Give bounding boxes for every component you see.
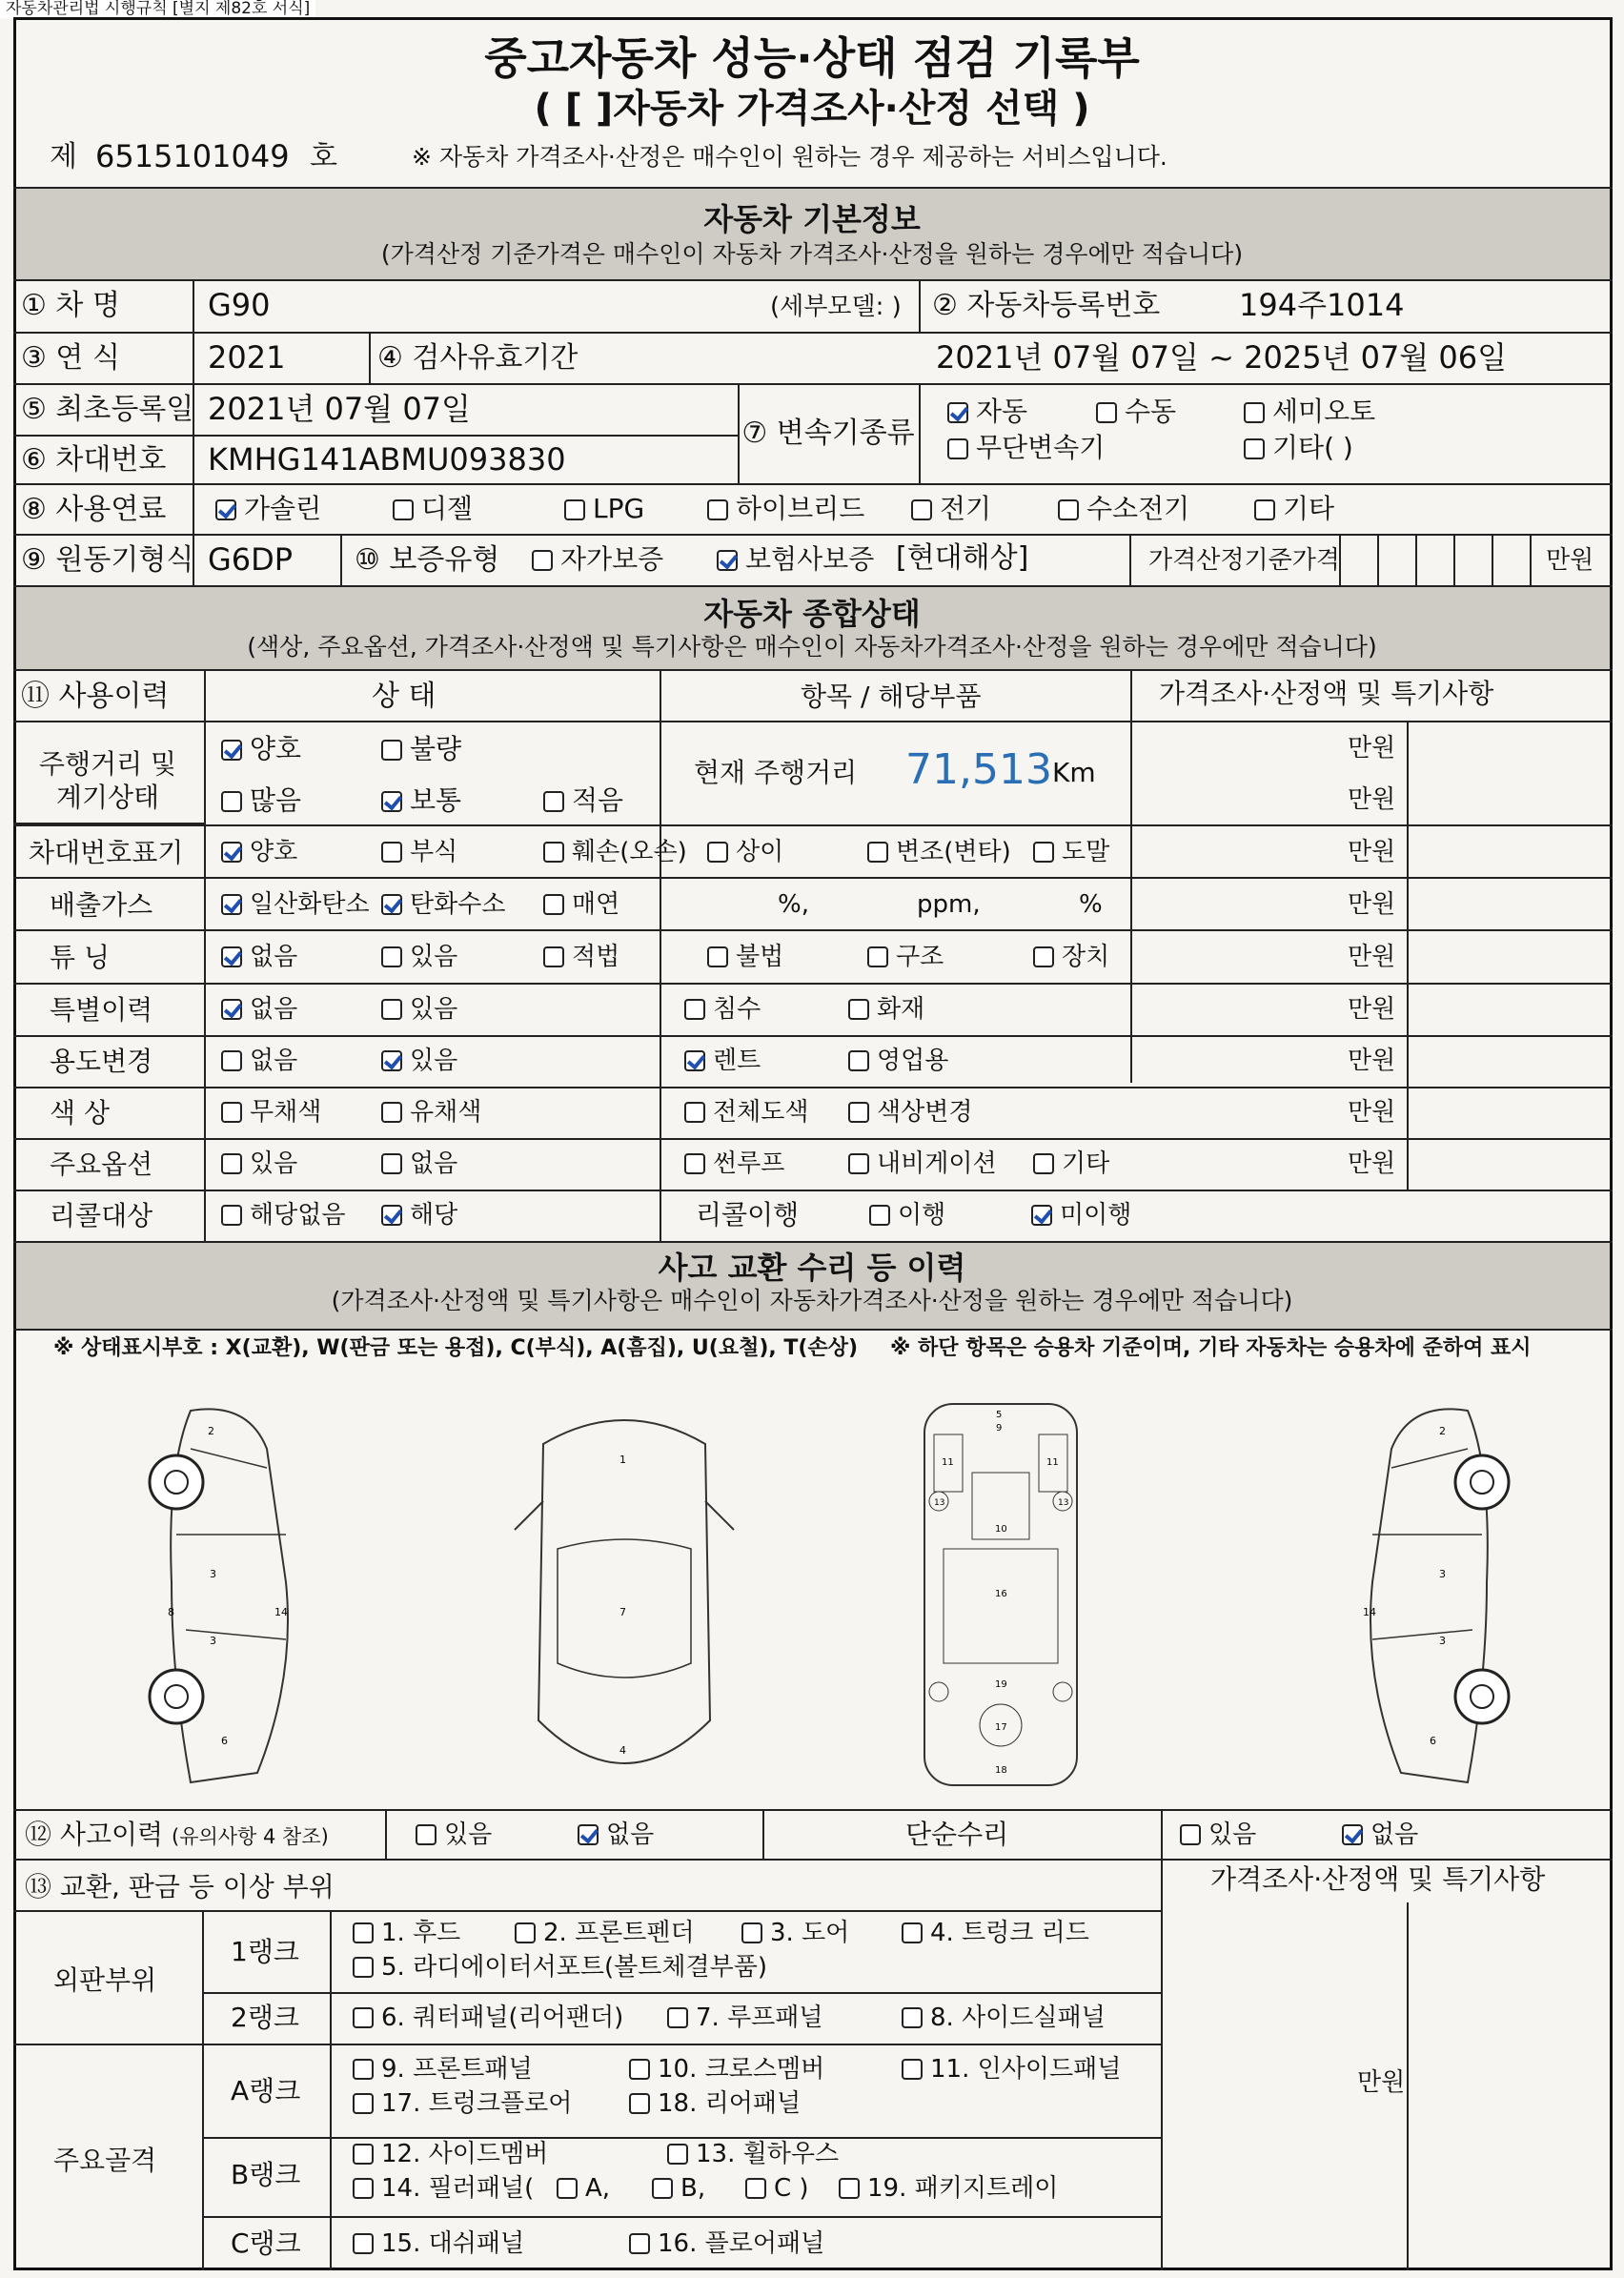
- state-label: 상 태: [372, 680, 436, 713]
- car-frame-diagram: [915, 1396, 1086, 1797]
- checkbox[interactable]: [381, 1102, 402, 1123]
- accident-note: (가격조사·산정액 및 특기사항은 매수인이 자동차가격조사·산정을 원하는 경우에만 적습니다): [331, 1287, 1293, 1314]
- checkbox[interactable]: [1096, 402, 1117, 423]
- special-yes[interactable]: 있음: [381, 997, 457, 1022]
- part-wheel-house[interactable]: 13. 휠하우스: [667, 2142, 839, 2166]
- first-reg-label: ⑤ 최초등록일: [21, 393, 194, 426]
- tuning-device[interactable]: 장치: [1033, 945, 1109, 969]
- svg-text:2: 2: [1439, 1425, 1446, 1437]
- mileage-good[interactable]: 양호: [221, 736, 301, 763]
- mileage-few[interactable]: 적음: [543, 787, 623, 814]
- warranty-label: ⑩ 보증유형: [355, 543, 500, 577]
- recall-label: 리콜대상: [50, 1200, 153, 1231]
- part-front-fender[interactable]: 2. 프론트펜더: [515, 1921, 695, 1945]
- checkbox[interactable]: [353, 2059, 374, 2080]
- parts-label: ⑬ 교환, 판금 등 이상 부위: [25, 1871, 335, 1902]
- vin-mark-painted[interactable]: 도말: [1033, 840, 1109, 864]
- price-unit: 만원: [1348, 785, 1396, 814]
- engine-label: ⑨ 원동기형식: [21, 543, 194, 577]
- tuning-illegal[interactable]: 불법: [707, 945, 783, 969]
- color-chromatic[interactable]: 유채색: [381, 1100, 481, 1125]
- svg-text:3: 3: [210, 1568, 216, 1580]
- color-achromatic[interactable]: 무채색: [221, 1100, 321, 1125]
- checkbox[interactable]: [221, 1102, 242, 1123]
- checkbox[interactable]: [707, 946, 728, 967]
- checkbox[interactable]: [557, 2178, 578, 2199]
- checkbox[interactable]: [667, 2007, 688, 2028]
- svg-text:14: 14: [274, 1606, 288, 1618]
- svg-text:10: 10: [995, 1524, 1007, 1535]
- checkbox[interactable]: [381, 740, 402, 761]
- part-hood[interactable]: 1. 후드: [353, 1921, 460, 1945]
- svg-text:1: 1: [619, 1454, 626, 1466]
- part-front-panel[interactable]: 9. 프론트패널: [353, 2057, 533, 2082]
- price-unit: 만원: [1348, 995, 1396, 1024]
- checkbox[interactable]: [902, 2059, 923, 2080]
- options-label: 주요옵션: [50, 1149, 153, 1180]
- fuel-gasoline[interactable]: 가솔린: [215, 496, 321, 522]
- trans-other[interactable]: 기타( ): [1244, 435, 1353, 461]
- year-label: ③ 연 식: [21, 341, 120, 375]
- checkbox[interactable]: [1033, 842, 1054, 863]
- tuning-legal[interactable]: 적법: [543, 945, 619, 969]
- checkbox[interactable]: [684, 1050, 705, 1071]
- price-unit: 만원: [1348, 1098, 1396, 1127]
- svg-text:16: 16: [995, 1589, 1007, 1599]
- fuel-hybrid[interactable]: 하이브리드: [707, 496, 864, 522]
- options-no[interactable]: 없음: [381, 1151, 457, 1176]
- usage-label: 용도변경: [50, 1046, 153, 1077]
- simple-no[interactable]: 없음: [1342, 1822, 1418, 1847]
- special-none[interactable]: 없음: [221, 997, 297, 1022]
- part-door[interactable]: 3. 도어: [741, 1921, 849, 1945]
- checkbox[interactable]: [1033, 1153, 1054, 1174]
- checkbox[interactable]: [947, 438, 968, 459]
- checkbox[interactable]: [717, 550, 738, 571]
- emission-hc[interactable]: 탄화수소: [381, 892, 505, 917]
- checkbox[interactable]: [381, 1050, 402, 1071]
- svg-text:6: 6: [1430, 1735, 1436, 1747]
- trans-cvt[interactable]: 무단변속기: [947, 435, 1105, 461]
- current-mileage: 71,513: [905, 745, 1052, 794]
- checkbox[interactable]: [848, 1050, 869, 1071]
- form-title: 중고자동차 성능·상태 점검 기록부: [484, 32, 1140, 84]
- part-pillar-panel[interactable]: 14. 필러패널(: [353, 2176, 534, 2201]
- svg-text:9: 9: [996, 1423, 1003, 1434]
- part-trunk-lid[interactable]: 4. 트렁크 리드: [902, 1921, 1089, 1945]
- checkbox[interactable]: [381, 1153, 402, 1174]
- svg-text:14: 14: [1363, 1606, 1376, 1618]
- car-top-diagram: [505, 1406, 743, 1797]
- fuel-lpg[interactable]: LPG: [564, 496, 644, 522]
- checkbox[interactable]: [629, 2093, 650, 2114]
- trans-manual[interactable]: 수동: [1096, 398, 1176, 425]
- recall-none[interactable]: 해당없음: [221, 1203, 345, 1228]
- km-unit: Km: [1052, 757, 1096, 788]
- checkbox[interactable]: [381, 842, 402, 863]
- warranty-self[interactable]: 자가보증: [532, 546, 663, 573]
- vin-mark-label: 차대번호표기: [29, 837, 184, 868]
- part-side-sill[interactable]: 8. 사이드실패널: [902, 2005, 1106, 2030]
- checkbox[interactable]: [667, 2144, 688, 2165]
- svg-text:13: 13: [1058, 1498, 1069, 1508]
- mileage-many[interactable]: 많음: [221, 787, 301, 814]
- outer-panel-label: 외판부위: [53, 1964, 157, 1996]
- model-year: 2021: [208, 339, 286, 376]
- svg-text:18: 18: [995, 1765, 1007, 1776]
- checkbox[interactable]: [381, 999, 402, 1020]
- item-label: 항목 / 해당부품: [801, 681, 982, 712]
- recall-not-fixed[interactable]: 미이행: [1031, 1203, 1131, 1228]
- vin-mark-good[interactable]: 양호: [221, 840, 297, 864]
- color-full-paint[interactable]: 전체도색: [684, 1100, 808, 1125]
- checkbox[interactable]: [578, 1824, 599, 1845]
- current-mileage-label: 현재 주행거리: [694, 757, 858, 788]
- checkbox[interactable]: [848, 1102, 869, 1123]
- checkbox[interactable]: [221, 1205, 242, 1226]
- doc-no-suffix: 호: [310, 140, 337, 173]
- recall-fixed[interactable]: 이행: [869, 1203, 945, 1228]
- part-cross-member[interactable]: 10. 크로스멤버: [629, 2057, 824, 2082]
- checkbox[interactable]: [393, 499, 414, 520]
- mileage-label: 주행거리 및 계기상태: [38, 748, 177, 813]
- trans-semi[interactable]: 세미오토: [1244, 398, 1375, 425]
- checkbox[interactable]: [1244, 438, 1265, 459]
- checkbox[interactable]: [221, 946, 242, 967]
- emission-smoke[interactable]: 매연: [543, 892, 619, 917]
- base-price-label: 가격산정기준가격: [1148, 546, 1340, 575]
- svg-text:3: 3: [210, 1635, 216, 1647]
- checkbox[interactable]: [381, 946, 402, 967]
- checkbox[interactable]: [652, 2178, 673, 2199]
- part-pillar-a[interactable]: A,: [557, 2176, 610, 2201]
- emission-co[interactable]: 일산화탄소: [221, 892, 370, 917]
- checkbox[interactable]: [629, 2059, 650, 2080]
- checkbox[interactable]: [1180, 1824, 1201, 1845]
- fuel-other[interactable]: 기타: [1254, 496, 1334, 522]
- fuel-diesel[interactable]: 디젤: [393, 496, 473, 522]
- mileage-normal[interactable]: 보통: [381, 787, 461, 814]
- fuel-hydrogen[interactable]: 수소전기: [1058, 496, 1189, 522]
- checkbox[interactable]: [848, 1153, 869, 1174]
- history-label: ⑪ 사용이력: [21, 680, 170, 713]
- svg-text:11: 11: [1046, 1457, 1059, 1468]
- checkbox[interactable]: [543, 842, 564, 863]
- checkbox[interactable]: [867, 946, 888, 967]
- usage-yes[interactable]: 있음: [381, 1048, 457, 1073]
- car-name-label: ① 차 명: [21, 289, 120, 322]
- form-header-note: 자동차관리법 시행규칙 [별지 제82호 서식]: [0, 0, 315, 18]
- checkbox[interactable]: [353, 2093, 374, 2114]
- svg-text:17: 17: [995, 1722, 1007, 1733]
- part-side-member[interactable]: 12. 사이드멤버: [353, 2142, 548, 2166]
- rank1-label: 1랭크: [231, 1936, 299, 1967]
- price-label: 가격조사·산정액 및 특기사항: [1159, 678, 1494, 709]
- checkbox[interactable]: [707, 842, 728, 863]
- accident-yes[interactable]: 있음: [416, 1822, 492, 1847]
- car-left-side-diagram: [133, 1392, 334, 1792]
- main-frame-label: 주요골격: [53, 2145, 157, 2176]
- overall-title: 자동차 종합상태: [703, 596, 921, 632]
- checkbox[interactable]: [1033, 946, 1054, 967]
- checkbox[interactable]: [221, 999, 242, 1020]
- part-trunk-floor[interactable]: 17. 트렁크플로어: [353, 2091, 572, 2116]
- svg-text:4: 4: [619, 1744, 626, 1757]
- inspect-period: 2021년 07월 07일 ~ 2025년 07월 06일: [936, 339, 1508, 376]
- checkbox[interactable]: [684, 1102, 705, 1123]
- checkbox[interactable]: [381, 1205, 402, 1226]
- status-legend: ※ 상태표시부호 : X(교환), W(판금 또는 용접), C(부식), A(흠집), U(요철), T(손상): [53, 1336, 859, 1360]
- options-yes[interactable]: 있음: [221, 1151, 297, 1176]
- checkbox[interactable]: [848, 999, 869, 1020]
- checkbox[interactable]: [353, 2233, 374, 2254]
- recall-fix-label: 리콜이행: [696, 1199, 800, 1231]
- rankB-label: B랭크: [231, 2159, 301, 2190]
- tuning-label: 튜 닝: [50, 942, 110, 973]
- part-package-tray[interactable]: 19. 패키지트레이: [839, 2176, 1058, 2201]
- checkbox[interactable]: [1058, 499, 1079, 520]
- svg-text:3: 3: [1439, 1635, 1446, 1647]
- vin-mark-rust[interactable]: 부식: [381, 840, 457, 864]
- checkbox[interactable]: [869, 1205, 890, 1226]
- checkbox[interactable]: [381, 791, 402, 812]
- checkbox[interactable]: [839, 2178, 860, 2199]
- part-quarter-panel[interactable]: 6. 쿼터패널(리어팬더): [353, 2005, 623, 2030]
- checkbox[interactable]: [867, 842, 888, 863]
- checkbox[interactable]: [902, 2007, 923, 2028]
- part-dash-panel[interactable]: 15. 대쉬패널: [353, 2231, 524, 2256]
- part-rear-panel[interactable]: 18. 리어패널: [629, 2091, 801, 2116]
- svg-text:5: 5: [996, 1410, 1003, 1420]
- checkbox[interactable]: [221, 1050, 242, 1071]
- vin-mark-diff[interactable]: 상이: [707, 840, 783, 864]
- tuning-none[interactable]: 없음: [221, 945, 297, 969]
- warranty-company: [현대해상]: [896, 541, 1029, 575]
- mileage-bad[interactable]: 불량: [381, 736, 461, 763]
- recall-yes[interactable]: 해당: [381, 1203, 457, 1228]
- checkbox[interactable]: [543, 894, 564, 915]
- checkbox[interactable]: [543, 946, 564, 967]
- checkbox[interactable]: [353, 1957, 374, 1978]
- checkbox[interactable]: [221, 740, 242, 761]
- warranty-insurance[interactable]: 보험사보증: [717, 546, 874, 573]
- checkbox[interactable]: [515, 1922, 536, 1943]
- doc-number: 6515101049: [95, 138, 290, 174]
- options-navigation[interactable]: 내비게이션: [848, 1151, 997, 1176]
- standard-note: ※ 하단 항목은 승용차 기준이며, 기타 자동차는 승용차에 준하여 표시: [890, 1336, 1532, 1360]
- price-unit: 만원: [1348, 1149, 1396, 1178]
- reg-no-label: ② 자동차등록번호: [932, 289, 1161, 322]
- emission-label: 배출가스: [50, 889, 153, 921]
- checkbox[interactable]: [221, 1153, 242, 1174]
- checkbox[interactable]: [221, 894, 242, 915]
- special-label: 특별이력: [50, 994, 153, 1026]
- emission-unit-pct2: %: [1079, 890, 1103, 919]
- checkbox[interactable]: [353, 2007, 374, 2028]
- checkbox[interactable]: [381, 894, 402, 915]
- fuel-label: ⑧ 사용연료: [21, 493, 167, 526]
- engine-type: G6DP: [208, 541, 294, 578]
- usage-rent[interactable]: 렌트: [684, 1048, 761, 1073]
- price-unit: 만원: [1348, 1047, 1396, 1075]
- trans-auto[interactable]: 자동: [947, 398, 1027, 425]
- color-change[interactable]: 색상변경: [848, 1100, 972, 1125]
- rank2-label: 2랭크: [231, 2002, 299, 2033]
- doc-no-prefix: 제: [50, 140, 77, 173]
- checkbox[interactable]: [1244, 402, 1265, 423]
- emission-unit-pct: %,: [778, 890, 809, 919]
- checkbox[interactable]: [741, 1922, 762, 1943]
- vin: KMHG141ABMU093830: [208, 441, 566, 478]
- checkbox[interactable]: [221, 791, 242, 812]
- checkbox[interactable]: [532, 550, 553, 571]
- part-pillar-c[interactable]: C ): [745, 2176, 809, 2201]
- accident-no[interactable]: 없음: [578, 1822, 654, 1847]
- part-roof-panel[interactable]: 7. 루프패널: [667, 2005, 823, 2030]
- svg-text:8: 8: [168, 1606, 174, 1618]
- checkbox[interactable]: [707, 499, 728, 520]
- price-unit: 만원: [1348, 734, 1396, 763]
- vin-label: ⑥ 차대번호: [21, 443, 167, 477]
- checkbox[interactable]: [416, 1824, 436, 1845]
- car-name: G90: [208, 287, 271, 323]
- part-radiator-support[interactable]: 5. 라디에이터서포트(볼트체결부품): [353, 1955, 767, 1980]
- price-unit: 만원: [1348, 838, 1396, 866]
- overall-note: (색상, 주요옵션, 가격조사·산정액 및 특기사항은 매수인이 자동차가격조사·산정을 원하는 경우에만 적습니다): [247, 633, 1377, 661]
- svg-text:13: 13: [934, 1498, 945, 1508]
- special-fire[interactable]: 화재: [848, 997, 924, 1022]
- form-subtitle: ( [ ]자동차 가격조사·산정 선택 ): [534, 87, 1090, 131]
- transmission-label: ⑦ 변속기종류: [741, 417, 915, 450]
- checkbox[interactable]: [543, 791, 564, 812]
- accident-history-label: ⑫ 사고이력 (유의사항 4 참조): [25, 1819, 329, 1850]
- checkbox[interactable]: [911, 499, 932, 520]
- checkbox[interactable]: [745, 2178, 766, 2199]
- tuning-yes[interactable]: 있음: [381, 945, 457, 969]
- checkbox[interactable]: [353, 2144, 374, 2165]
- simple-repair-label: 단순수리: [905, 1819, 1009, 1850]
- car-right-side-diagram: [1325, 1392, 1525, 1792]
- checkbox[interactable]: [1254, 499, 1275, 520]
- price-unit: 만원: [1348, 890, 1396, 919]
- rankA-label: A랭크: [231, 2075, 301, 2106]
- svg-text:7: 7: [619, 1606, 626, 1618]
- tuning-structure[interactable]: 구조: [867, 945, 944, 969]
- checkbox[interactable]: [629, 2233, 650, 2254]
- svg-text:2: 2: [208, 1425, 214, 1437]
- part-inside-panel[interactable]: 11. 인사이드패널: [902, 2057, 1121, 2082]
- checkbox[interactable]: [1031, 1205, 1052, 1226]
- checkbox[interactable]: [215, 499, 236, 520]
- fuel-electric[interactable]: 전기: [911, 496, 991, 522]
- special-flood[interactable]: 침수: [684, 997, 761, 1022]
- service-note: ※ 자동차 가격조사·산정은 매수인이 원하는 경우 제공하는 서비스입니다.: [412, 143, 1167, 171]
- checkbox[interactable]: [353, 1922, 374, 1943]
- svg-text:6: 6: [221, 1735, 228, 1747]
- svg-text:19: 19: [995, 1679, 1007, 1690]
- checkbox[interactable]: [221, 842, 242, 863]
- usage-business[interactable]: 영업용: [848, 1048, 948, 1073]
- checkbox[interactable]: [684, 1153, 705, 1174]
- checkbox[interactable]: [947, 402, 968, 423]
- part-pillar-b[interactable]: B,: [652, 2176, 705, 2201]
- checkbox[interactable]: [902, 1922, 923, 1943]
- options-other[interactable]: 기타: [1033, 1151, 1109, 1176]
- checkbox[interactable]: [564, 499, 585, 520]
- price-unit: 만원: [1348, 943, 1396, 971]
- reg-no: 194주1014: [1239, 287, 1405, 323]
- inspect-label: ④ 검사유효기간: [377, 341, 579, 375]
- parts-price-unit: 만원: [1357, 2068, 1406, 2097]
- detail-model: (세부모델: ): [770, 293, 902, 321]
- rankC-label: C랭크: [231, 2227, 301, 2259]
- emission-unit-ppm: ppm,: [917, 890, 981, 919]
- base-price-unit: 만원: [1546, 546, 1594, 575]
- vin-mark-damaged[interactable]: 훼손(오손): [543, 840, 687, 864]
- basic-info-title: 자동차 기본정보: [703, 201, 921, 237]
- svg-text:3: 3: [1439, 1568, 1446, 1580]
- usage-none[interactable]: 없음: [221, 1048, 297, 1073]
- vin-mark-altered[interactable]: 변조(변타): [867, 840, 1011, 864]
- part-floor-panel[interactable]: 16. 플로어패널: [629, 2231, 824, 2256]
- accident-title: 사고 교환 수리 등 이력: [658, 1250, 966, 1286]
- svg-text:11: 11: [942, 1457, 954, 1468]
- parts-price-label: 가격조사·산정액 및 특기사항: [1210, 1863, 1546, 1895]
- color-label: 색 상: [50, 1097, 110, 1129]
- simple-yes[interactable]: 있음: [1180, 1822, 1256, 1847]
- checkbox[interactable]: [353, 2178, 374, 2199]
- checkbox[interactable]: [1342, 1824, 1363, 1845]
- first-reg: 2021년 07월 07일: [208, 391, 471, 427]
- basic-info-note: (가격산정 기준가격은 매수인이 자동차 가격조사·산정을 원하는 경우에만 적습니다): [380, 240, 1244, 268]
- options-sunroof[interactable]: 썬루프: [684, 1151, 784, 1176]
- checkbox[interactable]: [684, 999, 705, 1020]
